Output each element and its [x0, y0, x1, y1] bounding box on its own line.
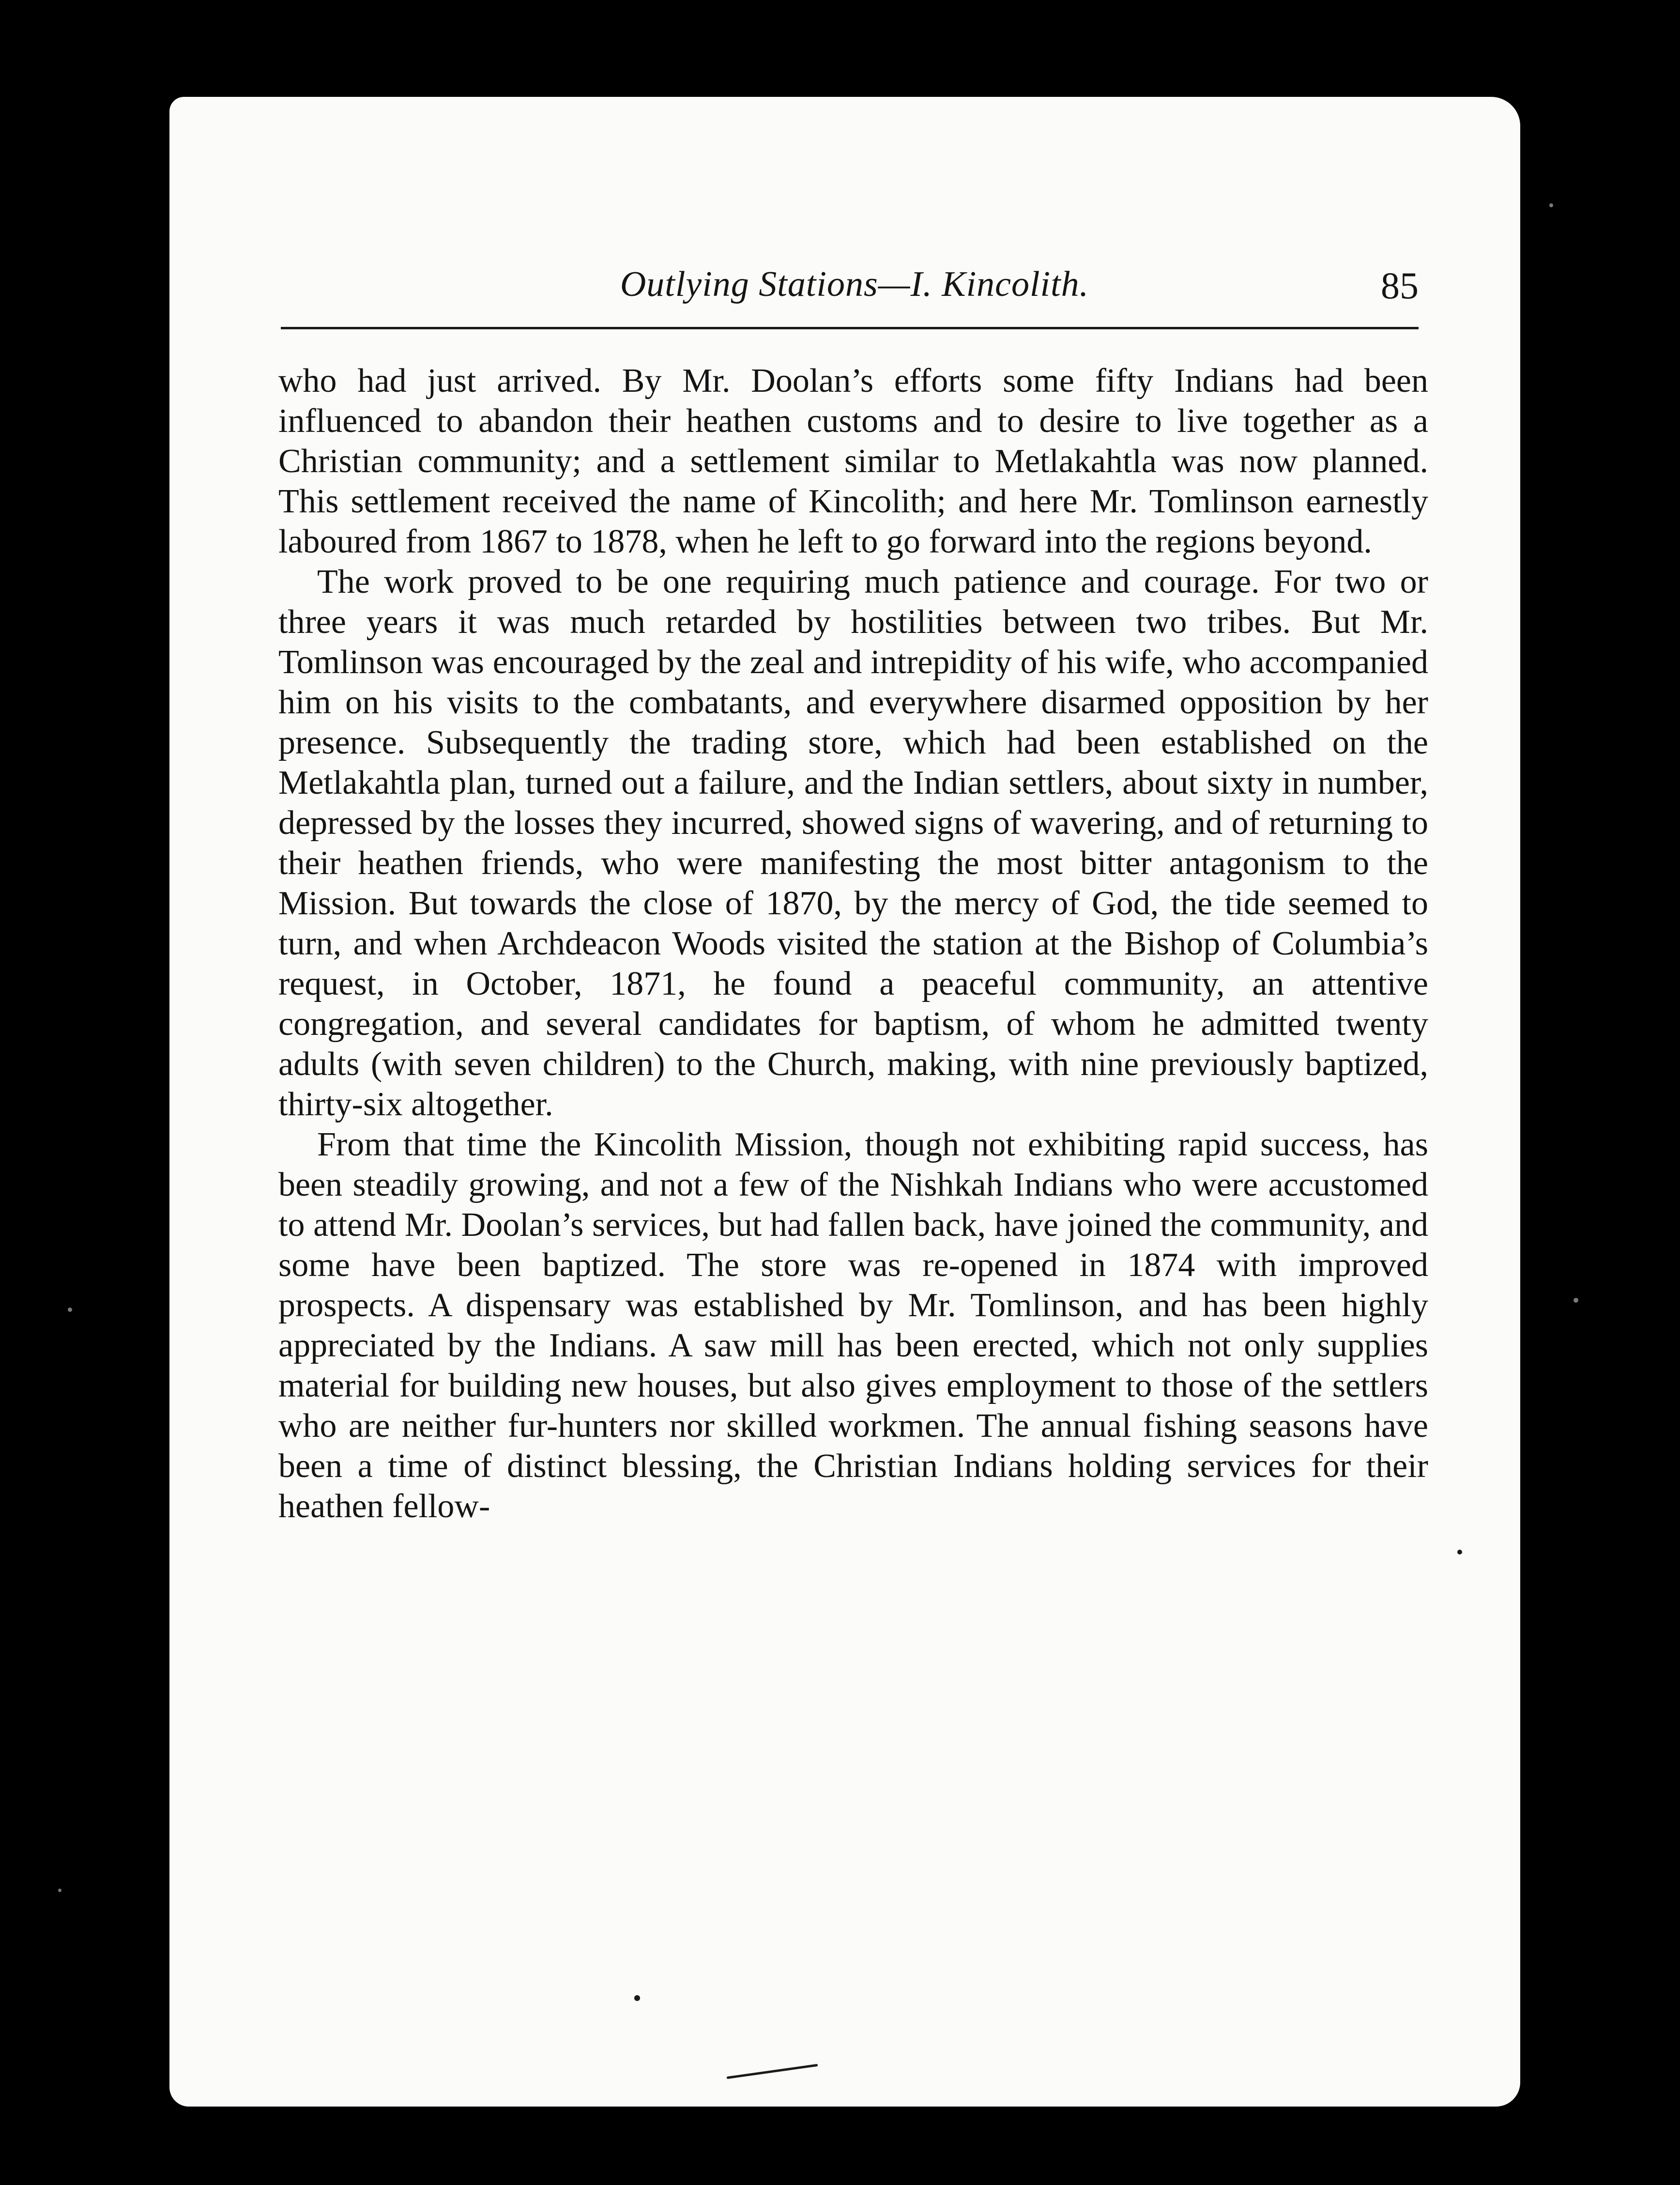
paragraph-3: From that time the Kincolith Mission, though not exhibiting rapid success, has been steadily growing, and not a few of the Nishkah Indians who were accustomed to attend Mr. Doolan’s services, but had fallen back, have joined the community, and some have been baptized. The store was re-opened in 1874 with improved prospects. A dispensary was established by Mr. Tomlinson, and has been highly appreciated by the Indians. A saw mill has been erected, which not only supplies material for building new houses, but also gives employment to those of the settlers who are neither fur-hunters nor skilled workmen. The annual fishing seasons have been a time of distinct blessing, the Christian Indians holding services for their heathen fellow-	[278, 1126, 1428, 1525]
paragraph-2: The work proved to be one requiring much patience and courage. For two or three years it was much retarded by hostilities between two tribes. But Mr. Tomlinson was encouraged by the zeal and intrepidity of his wife, who accompanied him on his visits to the combatants, and everywhere disarmed opposition by her presence. Subsequently the trading store, which had been established on the Metlakahtla plan, turned out a failure, and the Indian settlers, about sixty in number, depressed by the losses they incurred, showed signs of wavering, and of returning to their heathen friends, who were manifesting the most bitter antagonism to the Mission. But towards the close of 1870, by the mercy of God, the tide seemed to turn, and when Archdeacon Woods visited the station at the Bishop of Columbia’s request, in October, 1871, he found a peaceful community, an attentive congregation, and several candidates for baptism, of whom he admitted twenty adults (with seven children) to the Church, making, with nine previously baptized, thirty-six altogether.	[278, 563, 1428, 1123]
body-text	[278, 361, 1428, 1526]
edge-speck	[1549, 203, 1553, 207]
edge-speck	[58, 1889, 61, 1892]
edge-speck	[68, 1308, 72, 1312]
edge-speck	[1573, 1298, 1578, 1303]
pen-stroke-mark	[727, 2064, 818, 2079]
header-rule	[281, 327, 1419, 329]
book-page	[169, 97, 1520, 2107]
paragraph-1: who had just arrived. By Mr. Doolan’s efforts some fifty Indians had been influenced to abandon their heathen customs and to desire to live together as a Christian community; and a settlement similar to Metlakahtla was now planned. This settlement received the name of Kincolith; and here Mr. Tomlinson earnestly laboured from 1867 to 1878, when he left to go forward into the regions beyond.	[278, 362, 1428, 560]
margin-dot-mark	[1457, 1550, 1462, 1554]
page-header	[281, 264, 1428, 327]
page-number: 85	[1381, 264, 1419, 307]
ink-dot-mark	[634, 1995, 640, 2001]
running-head: Outlying Stations—I. Kincolith.	[620, 264, 1089, 304]
